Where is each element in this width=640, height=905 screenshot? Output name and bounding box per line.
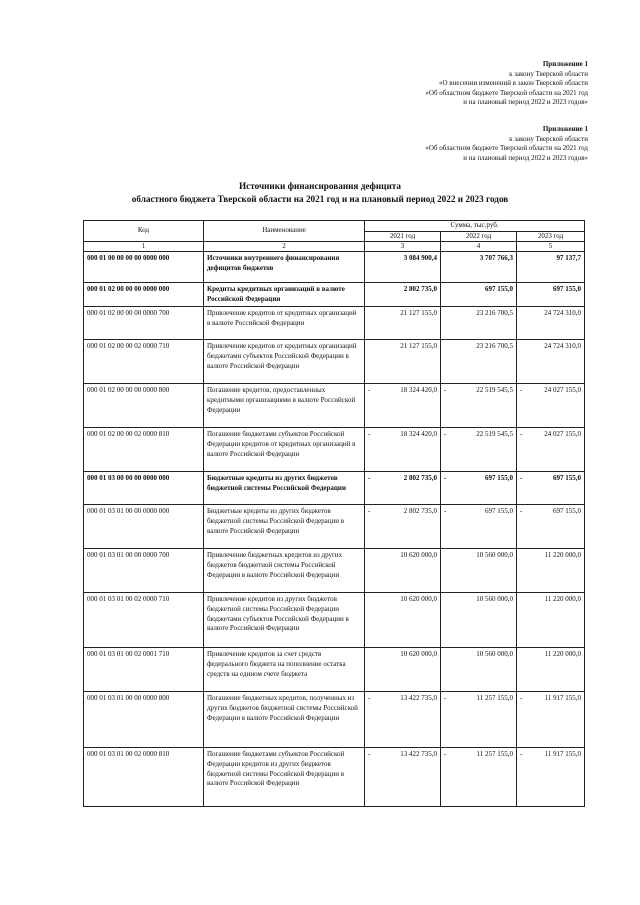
row-name: Источники внутреннего финансирования дефицитов бюджетов xyxy=(204,252,365,283)
value-text: 21 127 155,0 xyxy=(400,309,437,318)
column-number: 1 xyxy=(84,242,204,252)
row-value-2022 xyxy=(441,340,517,384)
column-number: 5 xyxy=(517,242,585,252)
row-value-2021 xyxy=(365,505,441,549)
value-text: 21 127 155,0 xyxy=(400,342,437,351)
row-value-2023 xyxy=(517,748,585,807)
annex-1-block xyxy=(425,60,588,108)
table-row xyxy=(84,472,585,505)
annex-2-line: «Об областном бюджете Тверской области на 2021 год xyxy=(425,144,588,153)
minus-sign: - xyxy=(520,430,523,439)
row-code: 000 01 02 00 00 02 0000 710 xyxy=(84,340,204,384)
row-value-2022 xyxy=(441,307,517,340)
financing-sources-table xyxy=(83,220,585,807)
value-text: 2 802 735,0 xyxy=(403,285,437,294)
table-row xyxy=(84,549,585,593)
annex-2-line: к закону Тверской области xyxy=(509,134,588,143)
value-text: 13 422 735,0 xyxy=(400,694,437,703)
row-value-2022 xyxy=(441,472,517,505)
minus-sign: - xyxy=(368,507,371,516)
row-value-2023 xyxy=(517,692,585,748)
minus-sign: - xyxy=(444,430,447,439)
minus-sign: - xyxy=(444,750,447,759)
row-value-2021 xyxy=(365,283,441,307)
row-name: Привлечение бюджетных кредитов из других бюджетов бюджетной системы Российской Федерации в валюте Российской Федерации xyxy=(204,549,365,593)
row-name: Привлечение кредитов за счет средств федерального бюджета на пополнение остатка средств на едином счете бюджета xyxy=(204,648,365,692)
row-code: 000 01 00 00 00 00 0000 000 xyxy=(84,252,204,283)
value-text: 10 560 000,0 xyxy=(476,650,513,659)
row-value-2021 xyxy=(365,648,441,692)
minus-sign: - xyxy=(444,694,447,703)
annex-2-line: и на плановый период 2022 и 2023 годов» xyxy=(463,153,588,162)
value-text: 11 220 000,0 xyxy=(544,650,582,659)
row-value-2022 xyxy=(441,384,517,428)
value-text: 697 155,0 xyxy=(485,507,513,516)
document-title-line-1: Источники финансирования дефицита xyxy=(238,181,401,191)
value-text: 11 257 155,0 xyxy=(476,750,513,759)
row-value-2023 xyxy=(517,252,585,283)
column-number: 3 xyxy=(365,242,441,252)
row-value-2022 xyxy=(441,748,517,807)
value-text: 3 084 900,4 xyxy=(403,254,437,263)
table-body xyxy=(84,252,585,807)
row-value-2022 xyxy=(441,252,517,283)
row-name: Привлечение кредитов от кредитных организаций бюджетами субъектов Российской Федерации в валюте Российской Федерации xyxy=(204,340,365,384)
row-value-2021 xyxy=(365,692,441,748)
row-code: 000 01 03 01 00 00 0000 700 xyxy=(84,549,204,593)
row-value-2023 xyxy=(517,593,585,648)
row-code: 000 01 03 01 00 02 0000 810 xyxy=(84,748,204,807)
row-code: 000 01 02 00 00 00 0000 000 xyxy=(84,283,204,307)
minus-sign: - xyxy=(444,507,447,516)
minus-sign: - xyxy=(368,694,371,703)
value-text: 11 220 000,0 xyxy=(544,551,582,560)
value-text: 22 519 545,5 xyxy=(476,430,513,439)
row-code: 000 01 03 01 00 00 0000 000 xyxy=(84,505,204,549)
row-value-2021 xyxy=(365,428,441,472)
value-text: 2 802 735,0 xyxy=(403,507,437,516)
value-text: 697 155,0 xyxy=(485,474,513,483)
row-name: Погашение кредитов, предоставленных кредитными организациями в валюте Российской Федерации xyxy=(204,384,365,428)
row-name: Привлечение кредитов от кредитных организаций в валюте Российской Федерации xyxy=(204,307,365,340)
row-code: 000 01 03 01 00 00 0000 800 xyxy=(84,692,204,748)
row-name: Бюджетные кредиты из других бюджетов бюджетной системы Российской Федерации xyxy=(204,472,365,505)
row-code: 000 01 03 01 00 02 0001 710 xyxy=(84,648,204,692)
header-year-2023: 2023 год xyxy=(517,231,585,242)
minus-sign: - xyxy=(520,750,523,759)
table-row xyxy=(84,505,585,549)
row-value-2021 xyxy=(365,307,441,340)
value-text: 24 027 155,0 xyxy=(544,430,582,439)
row-code: 000 01 02 00 00 00 0000 700 xyxy=(84,307,204,340)
row-value-2023 xyxy=(517,549,585,593)
value-text: 697 155,0 xyxy=(485,285,513,294)
row-code: 000 01 02 00 00 00 0000 800 xyxy=(84,384,204,428)
row-name: Погашение бюджетных кредитов, полученных из других бюджетов бюджетной системы Российской Федерации в валюте Российской Федерации xyxy=(204,692,365,748)
document-title-line-2: областного бюджета Тверской области на 2021 год и на плановый период 2022 и 2023 годов xyxy=(131,194,509,204)
minus-sign: - xyxy=(368,474,371,483)
row-value-2021 xyxy=(365,748,441,807)
value-text: 97 137,7 xyxy=(556,254,582,263)
value-text: 11 917 155,0 xyxy=(544,694,582,703)
value-text: 697 155,0 xyxy=(553,507,582,516)
value-text: 13 422 735,0 xyxy=(400,750,437,759)
row-name: Бюджетные кредиты из других бюджетов бюджетной системы Российской Федерации в валюте Российской Федерации xyxy=(204,505,365,549)
row-name: Привлечение кредитов из других бюджетов бюджетной системы Российской Федерации бюджетами субъектов Российской Федерации в валюте Российской Федерации xyxy=(204,593,365,648)
document-title xyxy=(0,180,640,206)
row-code: 000 01 02 00 00 02 0000 810 xyxy=(84,428,204,472)
value-text: 11 257 155,0 xyxy=(476,694,513,703)
row-value-2021 xyxy=(365,593,441,648)
value-text: 3 707 766,3 xyxy=(479,254,513,263)
annex-2-block xyxy=(425,125,588,163)
row-value-2023 xyxy=(517,340,585,384)
annex-1-line: к закону Тверской области xyxy=(509,69,588,78)
row-name: Кредиты кредитных организаций в валюте Российской Федерации xyxy=(204,283,365,307)
value-text: 11 917 155,0 xyxy=(544,750,582,759)
column-number-row xyxy=(84,242,585,252)
annex-1-line: «О внесении изменений в закон Тверской области xyxy=(438,79,588,88)
value-text: 24 724 310,0 xyxy=(544,342,582,351)
row-value-2021 xyxy=(365,549,441,593)
minus-sign: - xyxy=(368,750,371,759)
minus-sign: - xyxy=(444,386,447,395)
table-row xyxy=(84,692,585,748)
row-code: 000 01 03 01 00 02 0000 710 xyxy=(84,593,204,648)
row-value-2021 xyxy=(365,252,441,283)
header-sum: Сумма, тыс.руб. xyxy=(365,221,585,232)
annex-1-line: «Об областном бюджете Тверской области на 2021 год xyxy=(425,88,588,97)
minus-sign: - xyxy=(444,474,447,483)
value-text: 11 220 000,0 xyxy=(544,595,582,604)
row-value-2022 xyxy=(441,692,517,748)
row-value-2022 xyxy=(441,428,517,472)
row-value-2021 xyxy=(365,472,441,505)
row-value-2023 xyxy=(517,283,585,307)
value-text: 2 802 735,0 xyxy=(403,474,437,483)
value-text: 10 620 000,0 xyxy=(400,650,437,659)
value-text: 23 216 700,5 xyxy=(476,342,513,351)
header-year-2022: 2022 год xyxy=(441,231,517,242)
value-text: 10 620 000,0 xyxy=(400,551,437,560)
header-code: Код xyxy=(84,221,204,242)
annex-1-title: Приложение 1 xyxy=(542,60,588,68)
value-text: 10 620 000,0 xyxy=(400,595,437,604)
table-row xyxy=(84,340,585,384)
table-row xyxy=(84,283,585,307)
row-value-2021 xyxy=(365,340,441,384)
table-row xyxy=(84,593,585,648)
minus-sign: - xyxy=(520,507,523,516)
value-text: 24 724 310,0 xyxy=(544,309,582,318)
value-text: 10 560 000,0 xyxy=(476,595,513,604)
table-row xyxy=(84,748,585,807)
row-value-2023 xyxy=(517,428,585,472)
header-name: Наименование xyxy=(204,221,365,242)
row-value-2023 xyxy=(517,648,585,692)
row-value-2023 xyxy=(517,307,585,340)
minus-sign: - xyxy=(520,474,523,483)
value-text: 697 155,0 xyxy=(553,285,582,294)
table-row xyxy=(84,428,585,472)
column-number: 4 xyxy=(441,242,517,252)
row-name: Погашение бюджетами субъектов Российской Федерации кредитов от кредитных организаций в валюте Российской Федерации xyxy=(204,428,365,472)
row-value-2023 xyxy=(517,384,585,428)
header-year-2021: 2021 год xyxy=(365,231,441,242)
row-value-2023 xyxy=(517,472,585,505)
row-value-2022 xyxy=(441,505,517,549)
value-text: 22 519 545,5 xyxy=(476,386,513,395)
table-row xyxy=(84,252,585,283)
value-text: 697 155,0 xyxy=(553,474,582,483)
value-text: 18 324 420,0 xyxy=(400,430,437,439)
value-text: 23 216 700,5 xyxy=(476,309,513,318)
row-value-2022 xyxy=(441,283,517,307)
table-row xyxy=(84,384,585,428)
minus-sign: - xyxy=(520,386,523,395)
value-text: 10 560 000,0 xyxy=(476,551,513,560)
value-text: 24 027 155,0 xyxy=(544,386,582,395)
row-value-2021 xyxy=(365,384,441,428)
row-name: Погашение бюджетами субъектов Российской Федерации кредитов из других бюджетов бюджетной системы Российской Федерации в валюте Российской Федерации xyxy=(204,748,365,807)
row-value-2023 xyxy=(517,505,585,549)
annex-1-line: и на плановый период 2022 и 2023 годов» xyxy=(463,98,588,107)
row-code: 000 01 03 00 00 00 0000 000 xyxy=(84,472,204,505)
minus-sign: - xyxy=(368,430,371,439)
table-row xyxy=(84,307,585,340)
minus-sign: - xyxy=(520,694,523,703)
value-text: 18 324 420,0 xyxy=(400,386,437,395)
row-value-2022 xyxy=(441,593,517,648)
table-row xyxy=(84,648,585,692)
row-value-2022 xyxy=(441,648,517,692)
column-number: 2 xyxy=(204,242,365,252)
row-value-2022 xyxy=(441,549,517,593)
minus-sign: - xyxy=(368,386,371,395)
annex-2-title: Приложение 1 xyxy=(542,125,588,133)
